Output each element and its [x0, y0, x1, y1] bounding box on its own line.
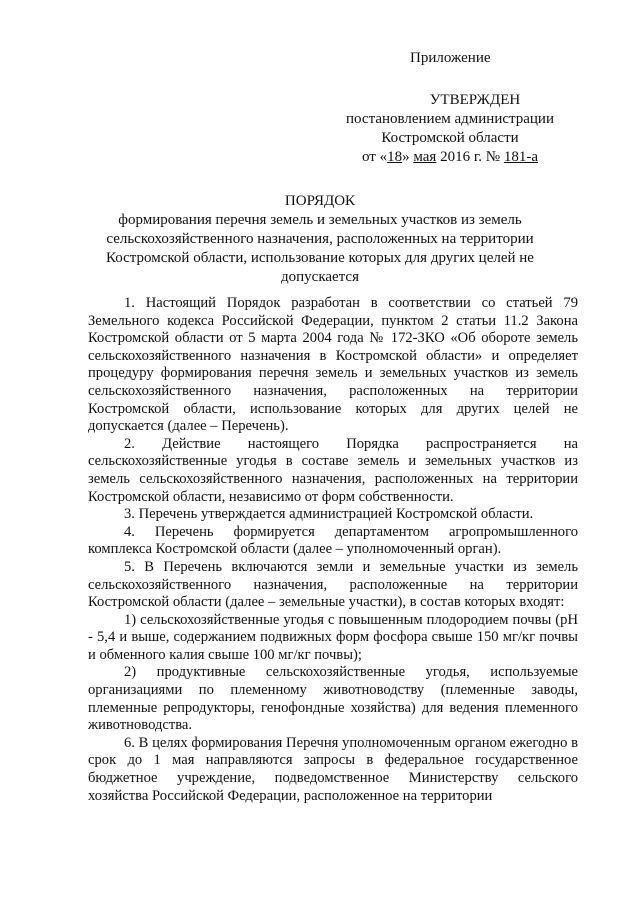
document-body: [88, 295, 578, 805]
paragraph: 1) сельскохозяйственные угодья с повышенным плодородием почвы (pH - 5,4 и выше, содержанием подвижных форм фосфора свыше 150 мг/кг почвы и обменного калия свыше 100 мг/кг почвы);: [88, 611, 578, 663]
approval-line-1: постановлением администрации: [346, 111, 554, 127]
title-heading: ПОРЯДОК: [284, 193, 356, 209]
date-day: 18: [387, 149, 403, 165]
paragraph: 2) продуктивные сельскохозяйственные угодья, используемые организациями по племенному животноводству (племенные заводы, племенные репродукторы, генофондные хозяйства) для ведения племенного животноводства.: [88, 664, 578, 734]
date-prefix: от «: [362, 149, 388, 165]
paragraph: 6. В целях формирования Перечня уполномоченным органом ежегодно в срок до 1 мая направляются запросы в федеральное государственное бюджетное учреждение, подведомственное Министерству сельского хозяйства Российской Федерации, расположенное на территории: [88, 734, 578, 804]
date-month: мая: [413, 149, 437, 165]
paragraph: 5. В Перечень включаются земли и земельные участки из земель сельскохозяйственного назначения, расположенные на территории Костромской области (далее – земельные участки), в состав которых входят:: [88, 558, 578, 611]
paragraph: 4. Перечень формируется департаментом агропромышленного комплекса Костромской области (далее – уполномоченный орган).: [88, 523, 578, 558]
document-title: [90, 192, 550, 287]
paragraph: 3. Перечень утверждается администрацией Костромской области.: [124, 506, 534, 523]
annex-label: Приложение: [410, 50, 491, 66]
paragraph: 1. Настоящий Порядок разработан в соответствии со статьей 79 Земельного кодекса Российской Федерации, пунктом 2 статьи 11.2 Закона Костромской области от 5 марта 2004 года № 172-ЗКО «Об обороте земель сельскохозяйственного назначения в Костромской области» и определяет процедуру формирования перечня земель и земельных участков из земель сельскохозяйственного назначения, расположенных на территории Костромской области, использование которых для других целей не допускается (далее – Перечень).: [88, 295, 578, 435]
title-subtitle: формирования перечня земель и земельных участков из земель сельскохозяйственного назначения, расположенных на территории Костромской области, использование которых для других целей не допускается: [106, 212, 534, 285]
approved-heading: УТВЕРЖДЕН: [429, 92, 521, 108]
date-number: 181-а: [503, 149, 538, 165]
approval-date: [330, 148, 570, 167]
date-mid-1: »: [402, 149, 414, 165]
paragraph: 2. Действие настоящего Порядка распространяется на сельскохозяйственные угодья в составе земель и земельных участков из земель сельскохозяйственного назначения, расположенных на территории Костромской области, независимо от форм собственности.: [88, 435, 578, 505]
approval-block: [330, 91, 570, 167]
approval-line-2: Костромской области: [381, 130, 519, 146]
date-mid-2: 2016 г. №: [436, 149, 504, 165]
